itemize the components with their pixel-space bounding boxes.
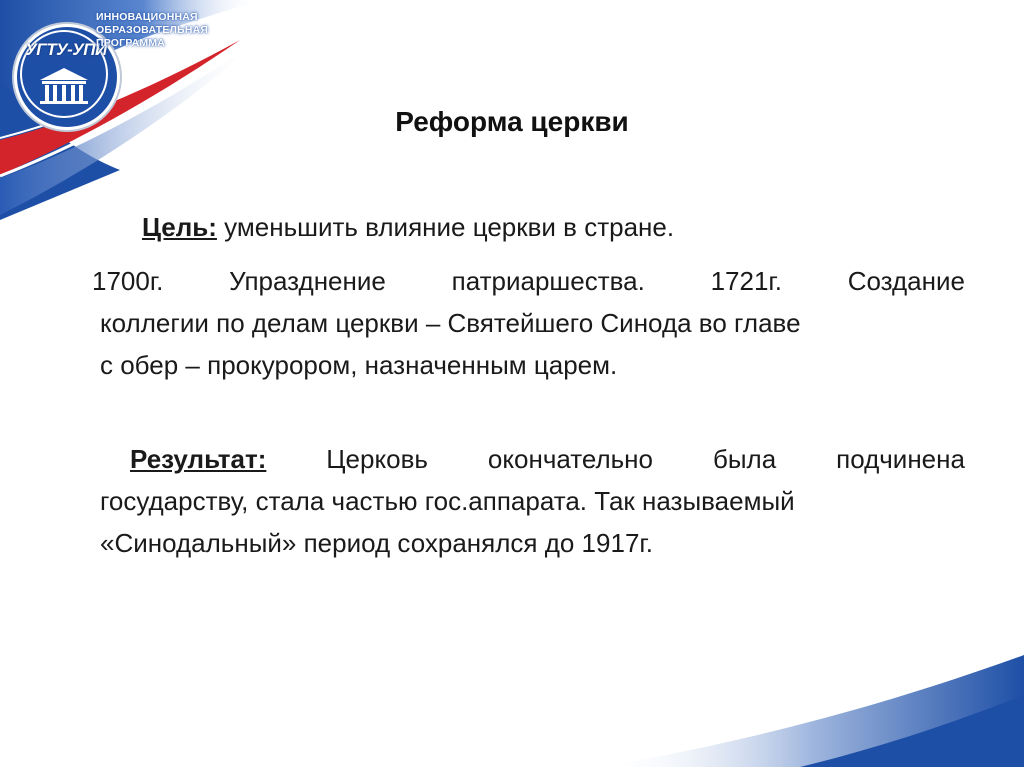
result-line-2: государству, стала частью гос.аппарата. Так называемый: [100, 486, 795, 516]
program-line: ОБРАЗОВАТЕЛЬНАЯ: [96, 24, 209, 36]
goal-line: [142, 206, 674, 248]
history-line-2: коллегии по делам церкви – Святейшего Синода во главе: [100, 308, 801, 338]
result-word: Церковь: [326, 444, 428, 474]
goal-text: уменьшить влияние церкви в стране.: [216, 212, 675, 242]
logo-abbreviation: УГТУ-УПИ: [25, 40, 107, 59]
goal-label: Цель:: [142, 212, 217, 242]
result-word: окончательно: [487, 444, 654, 474]
history-word: патриаршества.: [451, 266, 645, 296]
result-word: была: [712, 444, 777, 474]
result-line-1: [130, 438, 965, 480]
building-icon: [37, 66, 91, 106]
result-word: подчинена: [836, 444, 965, 474]
history-line-1: [92, 260, 965, 302]
history-word: Упразднение: [229, 266, 386, 296]
history-word: Создание: [847, 266, 965, 296]
slide-title: Реформа церкви: [395, 106, 629, 137]
program-line: ИННОВАЦИОННАЯ: [96, 11, 198, 23]
result-label: Результат:: [130, 444, 267, 474]
program-caption: [96, 11, 246, 50]
program-line: ПРОГРАММА: [96, 37, 166, 49]
history-word: 1721г.: [710, 266, 782, 296]
history-line-3: с обер – прокурором, назначенным царем.: [100, 350, 618, 380]
result-line-3: «Синодальный» период сохранялся до 1917г.: [100, 528, 653, 558]
history-word: 1700г.: [92, 266, 164, 296]
